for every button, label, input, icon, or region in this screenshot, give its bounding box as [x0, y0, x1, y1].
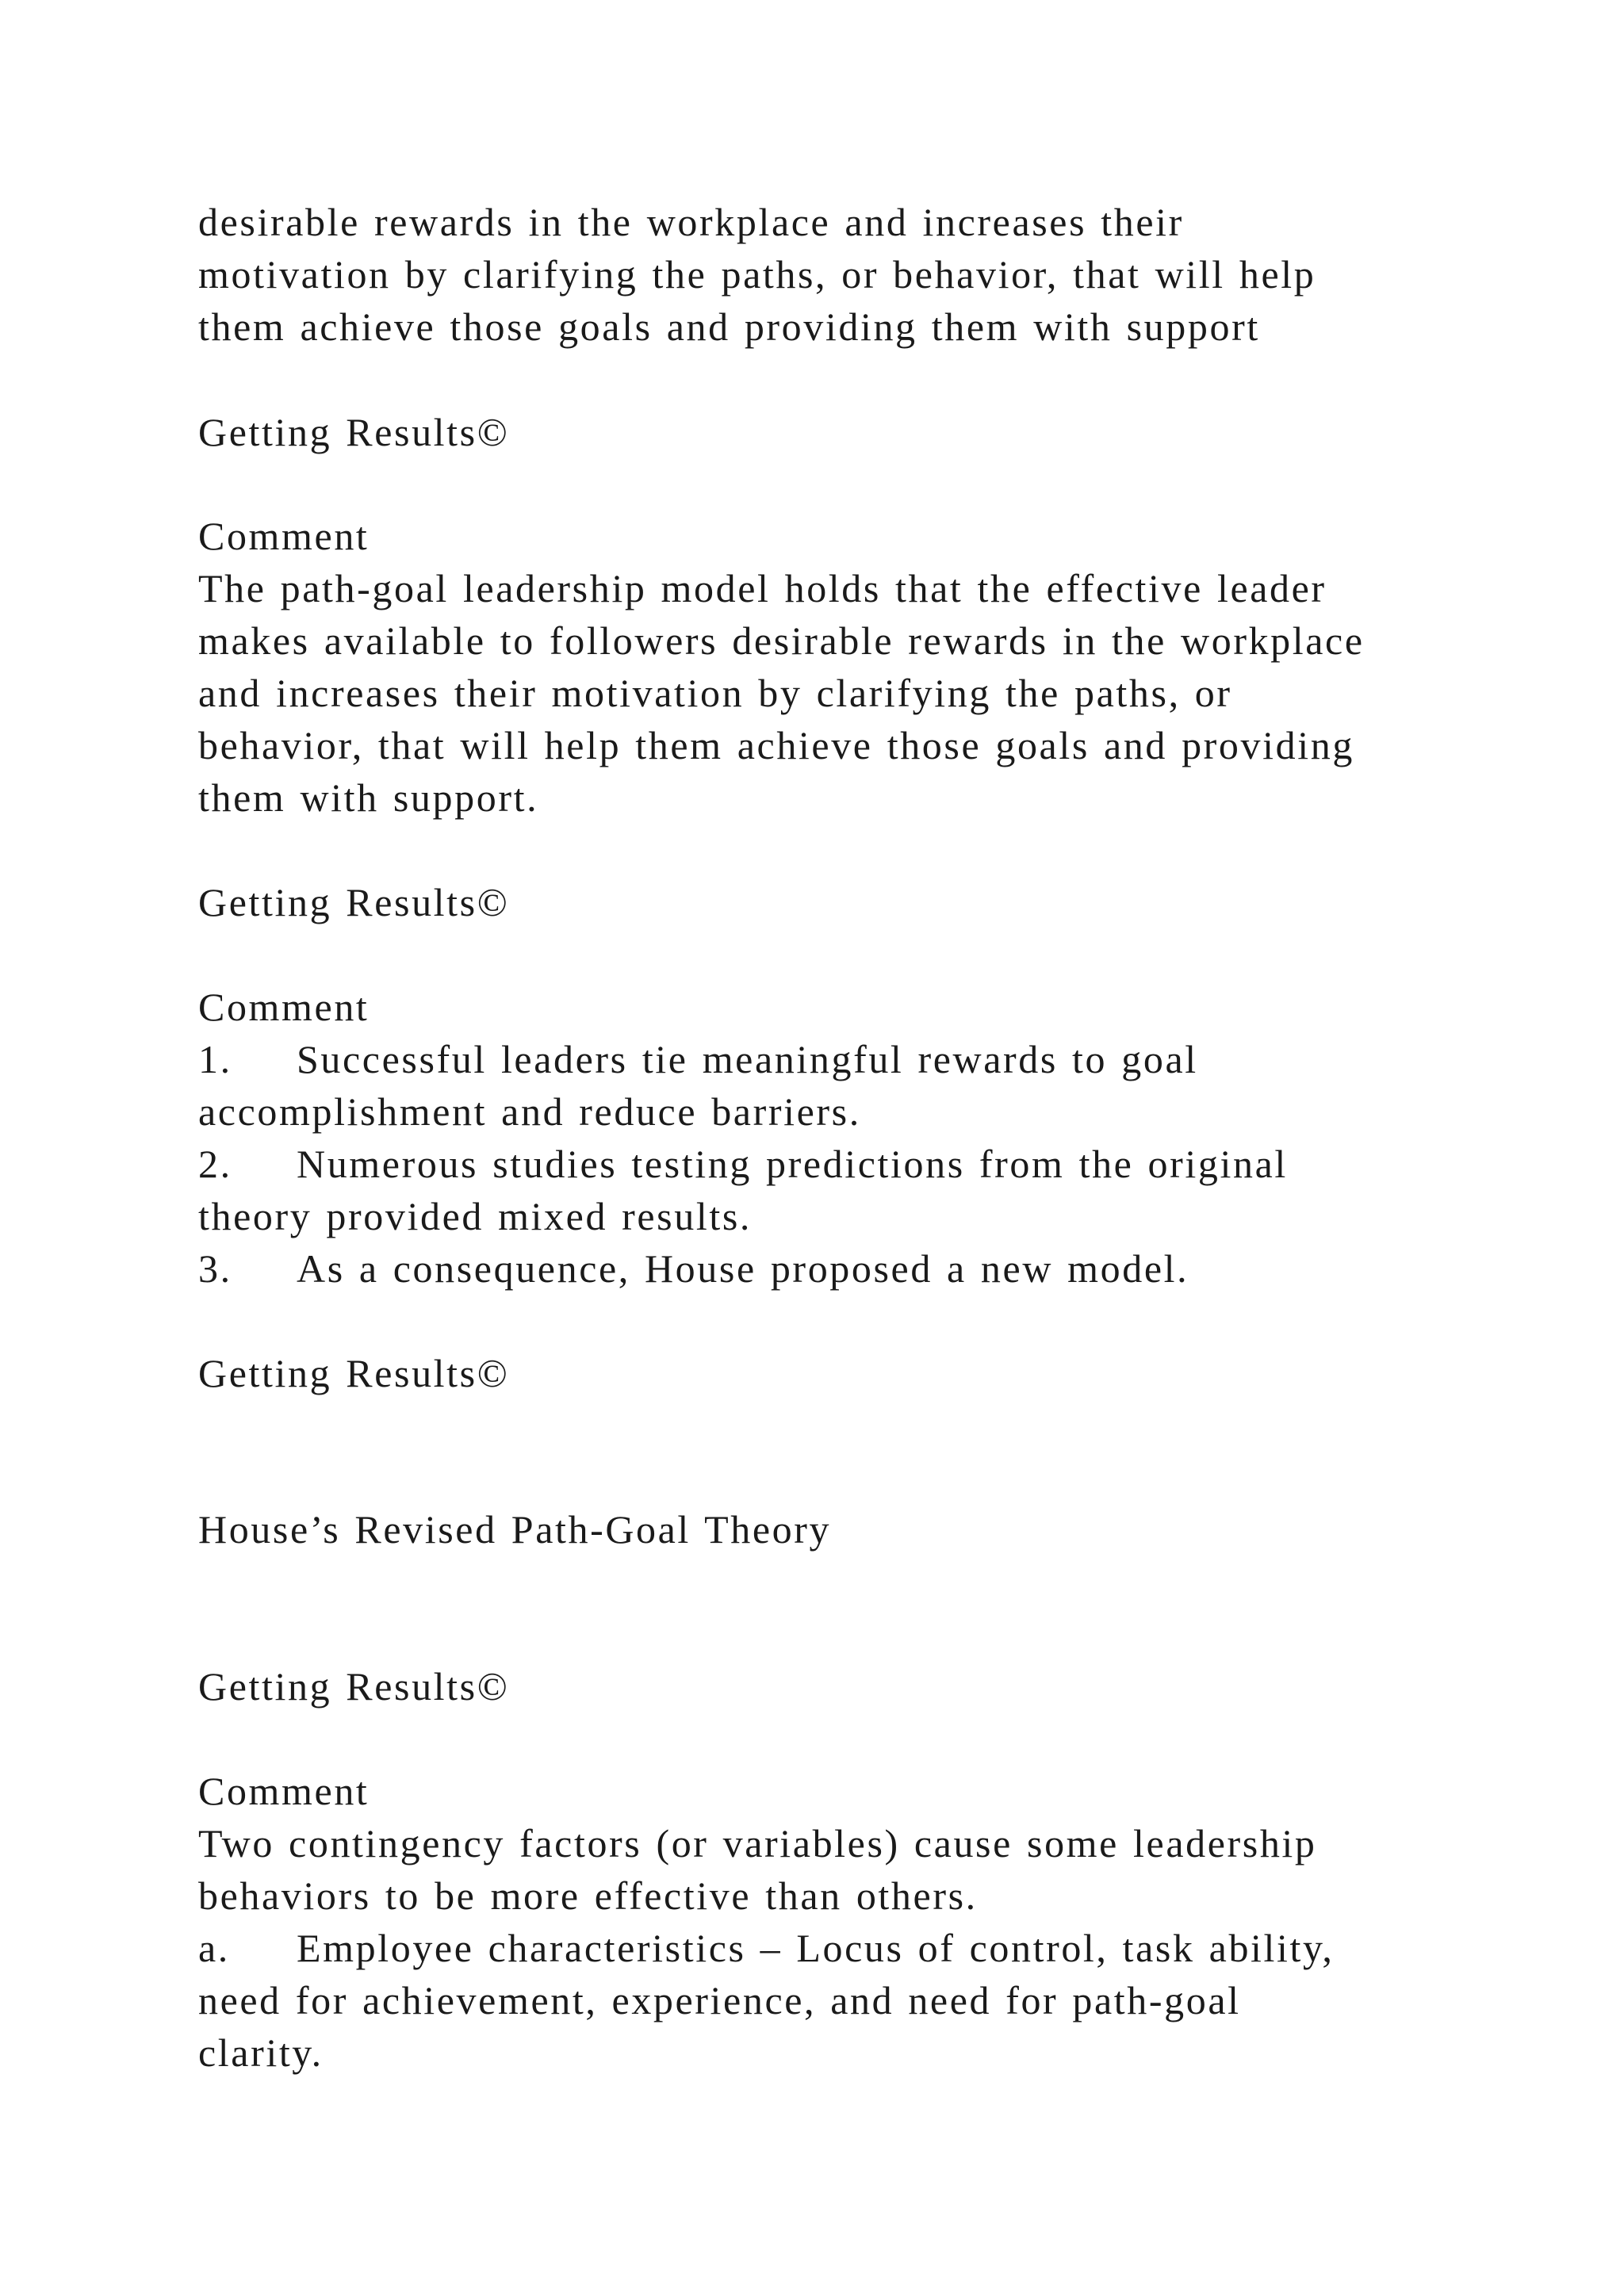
- comment-heading: Comment: [198, 1769, 370, 1813]
- list-item-text: Employee characteristics – Locus of control, task ability,: [297, 1926, 1335, 1970]
- comment-heading: Comment: [198, 514, 370, 558]
- list-marker: 1.: [198, 1037, 232, 1081]
- intro-line-1: desirable rewards in the workplace and increases their: [198, 200, 1184, 244]
- comment-3-line-1: Two contingency factors (or variables) cause some leadership: [198, 1821, 1317, 1866]
- comment-1-line-3: and increases their motivation by clarifying the paths, or: [198, 671, 1232, 715]
- comment-heading: Comment: [198, 985, 370, 1029]
- list-item-2: [198, 1138, 1288, 1190]
- comment-1-line-2: makes available to followers desirable rewards in the workplace: [198, 618, 1365, 663]
- getting-results-label: Getting Results©: [198, 880, 510, 924]
- list-item-text: Numerous studies testing predictions from the original: [297, 1142, 1288, 1186]
- getting-results-label: Getting Results©: [198, 410, 510, 454]
- comment-3-line-2: behaviors to be more effective than others.: [198, 1873, 978, 1918]
- getting-results-label: Getting Results©: [198, 1664, 510, 1709]
- comment-1-line-4: behavior, that will help them achieve those goals and providing: [198, 723, 1354, 767]
- list-item-2-continued: theory provided mixed results.: [198, 1194, 752, 1238]
- list-marker: a.: [198, 1926, 230, 1970]
- list-item-1-continued: accomplishment and reduce barriers.: [198, 1089, 861, 1134]
- section-title: House’s Revised Path-Goal Theory: [198, 1507, 832, 1552]
- getting-results-label: Getting Results©: [198, 1351, 510, 1395]
- list-item-a-continued-2: clarity.: [198, 2030, 324, 2075]
- list-item-a: [198, 1922, 1334, 1974]
- list-marker: 3.: [198, 1246, 232, 1291]
- intro-line-2: motivation by clarifying the paths, or behavior, that will help: [198, 252, 1316, 297]
- document-page: [198, 0, 1546, 2296]
- comment-1-line-1: The path-goal leadership model holds that the effective leader: [198, 566, 1327, 610]
- list-item-3: [198, 1242, 1189, 1295]
- intro-line-3: them achieve those goals and providing them with support: [198, 304, 1260, 349]
- list-item-a-continued-1: need for achievement, experience, and need for path-goal: [198, 1978, 1241, 2022]
- list-marker: 2.: [198, 1142, 232, 1186]
- list-item-1: [198, 1033, 1198, 1085]
- list-item-text: Successful leaders tie meaningful rewards to goal: [297, 1037, 1198, 1081]
- list-item-text: As a consequence, House proposed a new model.: [297, 1246, 1189, 1291]
- comment-1-line-5: them with support.: [198, 775, 539, 820]
